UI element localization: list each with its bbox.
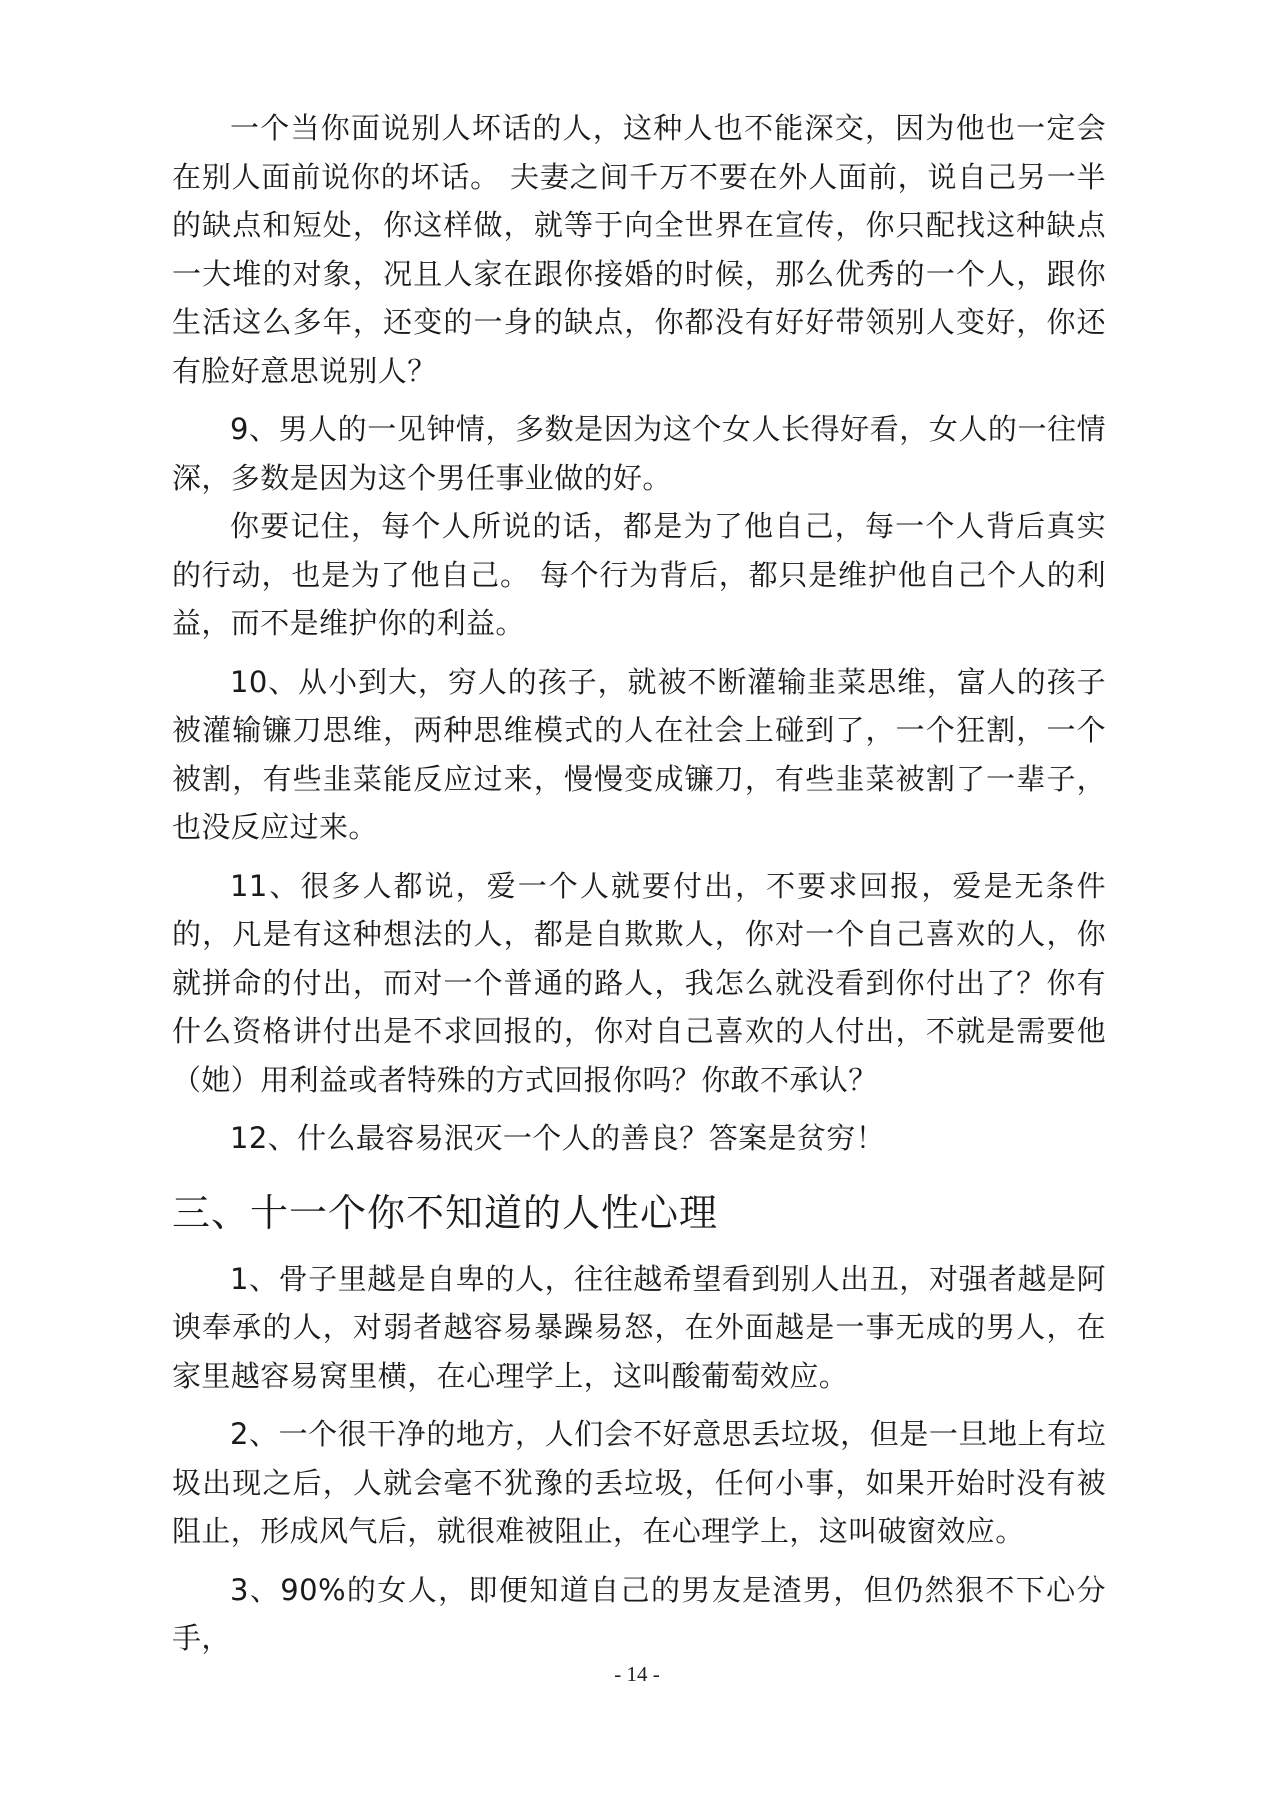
paragraph: 3、90%的女人，即便知道自己的男友是渣男，但仍然狠不下心分手， <box>172 1572 1106 1655</box>
paragraph: 你要记住，每个人所说的话，都是为了他自己，每一个人背后真实的行动，也是为了他自己。 每个行为背后，都只是维护他自己个人的利益，而不是维护你的利益。 <box>172 509 1106 640</box>
section-heading: 三、十一个你不知道的人性心理 <box>172 1190 719 1235</box>
paragraph: 10、从小到大，穷人的孩子，就被不断灌输韭菜思维，富人的孩子被灌输镰刀思维，两种思维模式的人在社会上碰到了，一个狂割，一个被割，有些韭菜能反应过来，慢慢变成镰刀，有些韭菜被割了一辈子，也没反应过来。 <box>172 664 1106 844</box>
paragraph: 12、什么最容易泯灭一个人的善良？答案是贫穷！ <box>230 1121 886 1155</box>
paragraph: 一个当你面说别人坏话的人，这种人也不能深交，因为他也一定会在别人面前说你的坏话。 夫妻之间千万不要在外人面前，说自己另一半的缺点和短处，你这样做，就等于向全世界在宣传，你只配找这种缺点一大堆的对象，况且人家在跟你接婚的时候，那么优秀的一个人，跟你生活这么多年，还变的一身的缺点，你都没有好好带领别人变好，你还有脸好意思说别人？ <box>172 111 1106 388</box>
paragraph: 9、男人的一见钟情，多数是因为这个女人长得好看，女人的一往情深，多数是因为这个男任事业做的好。 <box>172 412 1106 495</box>
document-page <box>172 104 1106 1673</box>
paragraph: 1、骨子里越是自卑的人，往往越希望看到别人出丑，对强者越是阿谀奉承的人，对弱者越容易暴躁易怒，在外面越是一事无成的男人，在家里越容易窝里横，在心理学上，这叫酸葡萄效应。 <box>172 1261 1106 1393</box>
page-number: - 14 - <box>614 1662 660 1686</box>
paragraph: 11、很多人都说，爱一个人就要付出，不要求回报，爱是无条件的，凡是有这种想法的人，都是自欺欺人，你对一个自己喜欢的人，你就拼命的付出，而对一个普通的路人，我怎么就没看到你付出了？你有什么资格讲付出是不求回报的，你对自己喜欢的人付出，不就是需要他（她）用利益或者特殊的方式回报你吗？你敢不承认？ <box>172 868 1106 1097</box>
paragraph: 2、一个很干净的地方，人们会不好意思丢垃圾，但是一旦地上有垃圾出现之后，人就会毫不犹豫的丢垃圾，任何小事，如果开始时没有被阻止，形成风气后，就很难被阻止，在心理学上，这叫破窗效应。 <box>172 1417 1106 1548</box>
